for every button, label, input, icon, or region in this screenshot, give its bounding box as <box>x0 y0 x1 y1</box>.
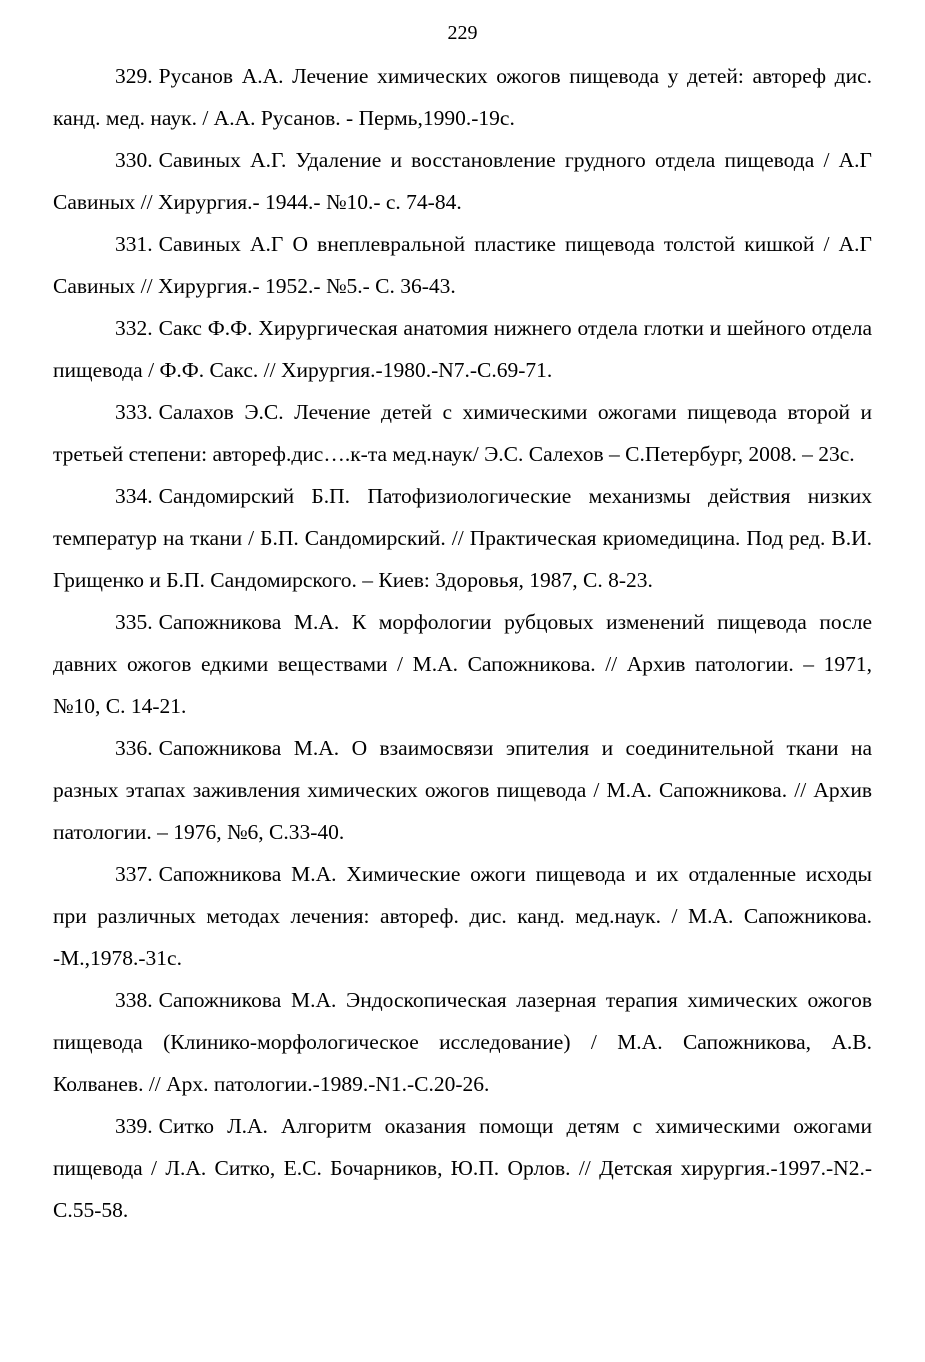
reference-item-331 <box>53 223 872 307</box>
reference-number: 336. <box>115 736 153 760</box>
reference-text: Сапожникова М.А. К морфологии рубцовых изменений пищевода после давних ожогов едкими веществами / М.А. Сапожникова. // Архив патологии. – 1971, №10, С. 14-21. <box>53 610 872 718</box>
reference-text: Сандомирский Б.П. Патофизиологические механизмы действия низких температур на ткани / Б.П. Сандомирский. // Практическая криомедицина. Под ред. В.И. Грищенко и Б.П. Сандомирского. – Киев: Здоровья, 1987, С. 8-23. <box>53 484 872 592</box>
reference-number: 329. <box>115 64 153 88</box>
reference-number: 334. <box>115 484 153 508</box>
reference-text: Сапожникова М.А. Эндоскопическая лазерная терапия химических ожогов пищевода (Клинико-морфологическое исследование) / М.А. Сапожникова, А.В. Колванев. // Арх. патологии.-1989.-N1.-С.20-26. <box>53 988 872 1096</box>
reference-number: 339. <box>115 1114 153 1138</box>
page-number: 229 <box>447 22 478 44</box>
reference-text: Савиных А.Г. Удаление и восстановление грудного отдела пищевода / А.Г Савиных // Хирургия.- 1944.- №10.- с. 74-84. <box>53 148 872 214</box>
reference-text: Салахов Э.С. Лечение детей с химическими ожогами пищевода второй и третьей степени: автореф.дис….к-та мед.наук/ Э.С. Салехов – С.Петербург, 2008. – 23с. <box>53 400 872 466</box>
reference-item-337 <box>53 853 872 979</box>
reference-number: 332. <box>115 316 153 340</box>
reference-text: Сапожникова М.А. Химические ожоги пищевода и их отдаленные исходы при различных методах лечения: автореф. дис. канд. мед.наук. / М.А. Сапожникова. -М.,1978.-31с. <box>53 862 872 970</box>
reference-number: 338. <box>115 988 153 1012</box>
reference-item-336 <box>53 727 872 853</box>
reference-text: Сапожникова М.А. О взаимосвязи эпителия и соединительной ткани на разных этапах заживления химических ожогов пищевода / М.А. Сапожникова. // Архив патологии. – 1976, №6, С.33-40. <box>53 736 872 844</box>
reference-item-339 <box>53 1105 872 1231</box>
reference-number: 333. <box>115 400 153 424</box>
reference-item-333 <box>53 391 872 475</box>
reference-item-335 <box>53 601 872 727</box>
reference-text: Русанов А.А. Лечение химических ожогов пищевода у детей: автореф дис. канд. мед. наук. / А.А. Русанов. - Пермь,1990.-19с. <box>53 64 872 130</box>
reference-item-338 <box>53 979 872 1105</box>
reference-item-332 <box>53 307 872 391</box>
reference-number: 335. <box>115 610 153 634</box>
reference-number: 337. <box>115 862 153 886</box>
reference-item-330 <box>53 139 872 223</box>
reference-list <box>53 55 872 1231</box>
reference-item-334 <box>53 475 872 601</box>
reference-text: Ситко Л.А. Алгоритм оказания помощи детям с химическими ожогами пищевода / Л.А. Ситко, Е.С. Бочарников, Ю.П. Орлов. // Детская хирургия.-1997.-N2.-С.55-58. <box>53 1114 872 1222</box>
reference-number: 331. <box>115 232 153 256</box>
reference-number: 330. <box>115 148 153 172</box>
reference-text: Савиных А.Г О внеплевральной пластике пищевода толстой кишкой / А.Г Савиных // Хирургия.- 1952.- №5.- С. 36-43. <box>53 232 872 298</box>
reference-text: Сакс Ф.Ф. Хирургическая анатомия нижнего отдела глотки и шейного отдела пищевода / Ф.Ф. Сакс. // Хирургия.-1980.-N7.-С.69-71. <box>53 316 872 382</box>
reference-item-329 <box>53 55 872 139</box>
